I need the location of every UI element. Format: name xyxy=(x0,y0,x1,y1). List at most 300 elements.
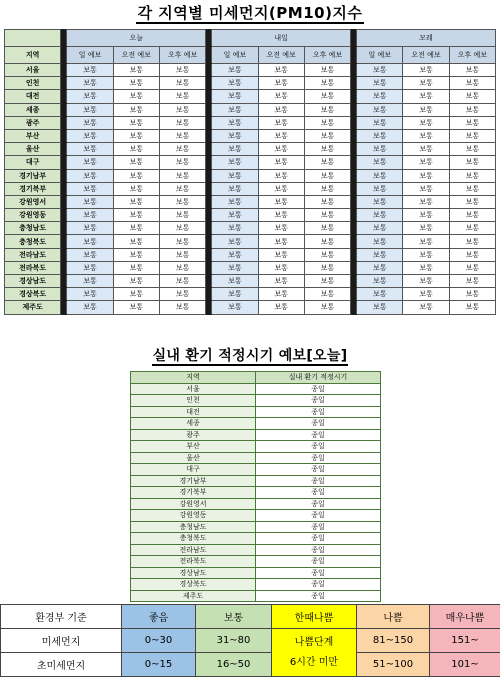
daily-forecast-value: 보통 xyxy=(212,129,258,142)
forecast-subheader: 오전 예보 xyxy=(403,47,449,64)
am-forecast-value: 보통 xyxy=(403,301,449,314)
daily-forecast-value: 보통 xyxy=(357,261,403,274)
ventilation-title-text: 실내 환기 적정시기 예보[오늘] xyxy=(152,348,348,364)
pm-forecast-value: 보통 xyxy=(449,222,495,235)
pm25-bad-range: 51~100 xyxy=(357,653,430,677)
daily-forecast-value: 보통 xyxy=(67,64,113,77)
pm-forecast-value: 보통 xyxy=(304,195,350,208)
am-forecast-value: 보통 xyxy=(113,90,159,103)
forecast-subheader: 오후 예보 xyxy=(304,47,350,64)
am-forecast-value: 보통 xyxy=(113,235,159,248)
region-name: 울산 xyxy=(131,452,256,464)
am-forecast-value: 보통 xyxy=(258,275,304,288)
table-row xyxy=(131,487,381,499)
region-name: 충청북도 xyxy=(131,533,256,545)
am-forecast-value: 보통 xyxy=(113,261,159,274)
daily-forecast-value: 보통 xyxy=(212,235,258,248)
pm-forecast-value: 보통 xyxy=(449,288,495,301)
day-header: 내일 xyxy=(212,30,351,47)
pm-forecast-value: 보통 xyxy=(159,182,205,195)
table-row xyxy=(5,288,496,301)
am-forecast-value: 보통 xyxy=(403,261,449,274)
region-name: 경기남부 xyxy=(131,475,256,487)
pm-forecast-value: 보통 xyxy=(449,103,495,116)
pm-forecast-value: 보통 xyxy=(304,261,350,274)
daily-forecast-value: 보통 xyxy=(357,275,403,288)
pm-forecast-value: 보통 xyxy=(159,129,205,142)
daily-forecast-value: 보통 xyxy=(67,129,113,142)
pm-forecast-value: 보통 xyxy=(159,209,205,222)
grade-normal: 보통 xyxy=(196,605,272,629)
ventilation-time: 종일 xyxy=(256,567,381,579)
legend-header-label: 환경부 기준 xyxy=(1,605,122,629)
pm10-very-bad-range: 151~ xyxy=(430,629,500,653)
ventilation-column-header: 실내 환기 적정시기 xyxy=(256,372,381,384)
am-forecast-value: 보통 xyxy=(258,248,304,261)
region-name: 충청북도 xyxy=(5,235,61,248)
pm-forecast-value: 보통 xyxy=(159,116,205,129)
daily-forecast-value: 보통 xyxy=(67,143,113,156)
pm-forecast-value: 보통 xyxy=(159,195,205,208)
daily-forecast-value: 보통 xyxy=(212,77,258,90)
daily-forecast-value: 보통 xyxy=(212,288,258,301)
daily-forecast-value: 보통 xyxy=(357,143,403,156)
am-forecast-value: 보통 xyxy=(403,64,449,77)
pm-forecast-value: 보통 xyxy=(304,77,350,90)
pm10-bad-range: 81~150 xyxy=(357,629,430,653)
daily-forecast-value: 보통 xyxy=(357,195,403,208)
daily-forecast-value: 보통 xyxy=(357,235,403,248)
pm-forecast-value: 보통 xyxy=(449,169,495,182)
region-name: 대전 xyxy=(131,406,256,418)
am-forecast-value: 보통 xyxy=(258,103,304,116)
subheader-row xyxy=(5,47,496,64)
daily-forecast-value: 보통 xyxy=(67,288,113,301)
table-row xyxy=(5,64,496,77)
region-name: 강원영서 xyxy=(131,498,256,510)
region-name: 대구 xyxy=(131,464,256,476)
am-forecast-value: 보통 xyxy=(258,129,304,142)
ventilation-time: 종일 xyxy=(256,510,381,522)
region-name: 광주 xyxy=(5,116,61,129)
pm-forecast-value: 보통 xyxy=(449,209,495,222)
pm-forecast-value: 보통 xyxy=(159,77,205,90)
table-row xyxy=(5,143,496,156)
pm-forecast-value: 보통 xyxy=(449,116,495,129)
table-row xyxy=(131,441,381,453)
ventilation-time: 종일 xyxy=(256,383,381,395)
daily-forecast-value: 보통 xyxy=(357,77,403,90)
pm-forecast-value: 보통 xyxy=(159,261,205,274)
daily-forecast-value: 보통 xyxy=(67,301,113,314)
forecast-subheader: 오전 예보 xyxy=(258,47,304,64)
daily-forecast-value: 보통 xyxy=(67,77,113,90)
once-bad-line2: 6시간 미만 xyxy=(289,656,339,668)
pm-forecast-value: 보통 xyxy=(304,182,350,195)
daily-forecast-value: 보통 xyxy=(212,248,258,261)
region-name: 충청남도 xyxy=(5,222,61,235)
am-forecast-value: 보통 xyxy=(113,195,159,208)
pm-forecast-value: 보통 xyxy=(449,156,495,169)
grade-very-bad: 매우나쁨 xyxy=(430,605,500,629)
region-name: 세종 xyxy=(5,103,61,116)
daily-forecast-value: 보통 xyxy=(357,156,403,169)
am-forecast-value: 보통 xyxy=(113,248,159,261)
pm25-label: 초미세먼지 xyxy=(1,653,122,677)
region-name: 제주도 xyxy=(5,301,61,314)
day-header-row xyxy=(5,30,496,47)
pm-forecast-value: 보통 xyxy=(449,195,495,208)
table-row xyxy=(5,301,496,314)
pm-forecast-value: 보통 xyxy=(304,143,350,156)
daily-forecast-value: 보통 xyxy=(67,275,113,288)
am-forecast-value: 보통 xyxy=(113,77,159,90)
table-row xyxy=(5,275,496,288)
am-forecast-value: 보통 xyxy=(258,143,304,156)
table-row xyxy=(131,464,381,476)
region-name: 경상북도 xyxy=(5,288,61,301)
am-forecast-value: 보통 xyxy=(258,209,304,222)
am-forecast-value: 보통 xyxy=(258,222,304,235)
am-forecast-value: 보통 xyxy=(258,195,304,208)
pm-forecast-value: 보통 xyxy=(159,248,205,261)
am-forecast-value: 보통 xyxy=(258,77,304,90)
forecast-subheader: 일 예보 xyxy=(212,47,258,64)
pm-forecast-value: 보통 xyxy=(159,222,205,235)
am-forecast-value: 보통 xyxy=(258,182,304,195)
daily-forecast-value: 보통 xyxy=(212,275,258,288)
region-column-header: 지역 xyxy=(131,372,256,384)
am-forecast-value: 보통 xyxy=(403,248,449,261)
region-name: 서울 xyxy=(131,383,256,395)
am-forecast-value: 보통 xyxy=(113,169,159,182)
ventilation-time: 종일 xyxy=(256,429,381,441)
pm-forecast-value: 보통 xyxy=(449,248,495,261)
am-forecast-value: 보통 xyxy=(113,103,159,116)
daily-forecast-value: 보통 xyxy=(212,182,258,195)
am-forecast-value: 보통 xyxy=(258,301,304,314)
table-row xyxy=(131,395,381,407)
daily-forecast-value: 보통 xyxy=(212,103,258,116)
daily-forecast-value: 보통 xyxy=(212,156,258,169)
daily-forecast-value: 보통 xyxy=(357,222,403,235)
ventilation-time: 종일 xyxy=(256,579,381,591)
once-bad-note xyxy=(272,629,357,677)
pm-forecast-value: 보통 xyxy=(304,301,350,314)
pm-forecast-value: 보통 xyxy=(159,64,205,77)
daily-forecast-value: 보통 xyxy=(67,235,113,248)
day-header: 모레 xyxy=(357,30,496,47)
daily-forecast-value: 보통 xyxy=(67,209,113,222)
am-forecast-value: 보통 xyxy=(113,129,159,142)
daily-forecast-value: 보통 xyxy=(67,169,113,182)
am-forecast-value: 보통 xyxy=(403,235,449,248)
am-forecast-value: 보통 xyxy=(258,169,304,182)
daily-forecast-value: 보통 xyxy=(357,182,403,195)
am-forecast-value: 보통 xyxy=(258,116,304,129)
table-row xyxy=(5,90,496,103)
table-row xyxy=(131,452,381,464)
daily-forecast-value: 보통 xyxy=(67,116,113,129)
once-bad-line1: 나쁨단계 xyxy=(294,636,334,648)
daily-forecast-value: 보통 xyxy=(357,301,403,314)
am-forecast-value: 보통 xyxy=(113,222,159,235)
am-forecast-value: 보통 xyxy=(403,156,449,169)
am-forecast-value: 보통 xyxy=(403,222,449,235)
daily-forecast-value: 보통 xyxy=(357,288,403,301)
daily-forecast-value: 보통 xyxy=(67,156,113,169)
region-name: 강원영동 xyxy=(5,209,61,222)
daily-forecast-value: 보통 xyxy=(67,222,113,235)
am-forecast-value: 보통 xyxy=(403,90,449,103)
daily-forecast-value: 보통 xyxy=(67,248,113,261)
region-name: 광주 xyxy=(131,429,256,441)
region-header: 지역 xyxy=(5,47,61,64)
pm-forecast-value: 보통 xyxy=(159,301,205,314)
pm-forecast-value: 보통 xyxy=(449,301,495,314)
pm-forecast-value: 보통 xyxy=(159,143,205,156)
daily-forecast-value: 보통 xyxy=(357,90,403,103)
main-title-text: 각 지역별 미세먼지(PM10)지수 xyxy=(137,4,363,22)
pm-forecast-value: 보통 xyxy=(304,129,350,142)
daily-forecast-value: 보통 xyxy=(212,90,258,103)
region-name: 부산 xyxy=(5,129,61,142)
region-name: 강원영동 xyxy=(131,510,256,522)
region-name: 인천 xyxy=(131,395,256,407)
ventilation-header-row xyxy=(131,372,381,384)
am-forecast-value: 보통 xyxy=(258,156,304,169)
am-forecast-value: 보통 xyxy=(113,116,159,129)
table-row xyxy=(131,521,381,533)
day-header: 오늘 xyxy=(67,30,206,47)
region-name: 세종 xyxy=(131,418,256,430)
daily-forecast-value: 보통 xyxy=(357,169,403,182)
table-row xyxy=(5,156,496,169)
am-forecast-value: 보통 xyxy=(258,261,304,274)
ventilation-time: 종일 xyxy=(256,464,381,476)
ventilation-time: 종일 xyxy=(256,441,381,453)
region-name: 경기남부 xyxy=(5,169,61,182)
ventilation-time: 종일 xyxy=(256,406,381,418)
region-name: 경기북부 xyxy=(131,487,256,499)
ventilation-time: 종일 xyxy=(256,533,381,545)
region-name: 인천 xyxy=(5,77,61,90)
table-row xyxy=(131,429,381,441)
pm-forecast-value: 보통 xyxy=(304,248,350,261)
table-row xyxy=(131,579,381,591)
am-forecast-value: 보통 xyxy=(403,169,449,182)
table-row xyxy=(131,590,381,602)
region-name: 전라남도 xyxy=(5,248,61,261)
table-row xyxy=(5,222,496,235)
table-row xyxy=(5,209,496,222)
pm10-normal-range: 31~80 xyxy=(196,629,272,653)
pm-forecast-value: 보통 xyxy=(304,90,350,103)
table-row xyxy=(5,129,496,142)
pm-forecast-value: 보통 xyxy=(304,116,350,129)
pm10-good-range: 0~30 xyxy=(122,629,196,653)
ventilation-time: 종일 xyxy=(256,590,381,602)
corner-cell xyxy=(5,30,61,47)
table-row xyxy=(5,195,496,208)
daily-forecast-value: 보통 xyxy=(212,261,258,274)
table-row xyxy=(5,182,496,195)
am-forecast-value: 보통 xyxy=(258,235,304,248)
forecast-subheader: 일 예보 xyxy=(67,47,113,64)
pm-forecast-value: 보통 xyxy=(304,235,350,248)
daily-forecast-value: 보통 xyxy=(67,90,113,103)
pm-forecast-value: 보통 xyxy=(304,288,350,301)
pm-forecast-value: 보통 xyxy=(304,275,350,288)
pm-forecast-value: 보통 xyxy=(159,169,205,182)
region-name: 울산 xyxy=(5,143,61,156)
region-name: 충청남도 xyxy=(131,521,256,533)
pm-forecast-value: 보통 xyxy=(449,143,495,156)
daily-forecast-value: 보통 xyxy=(357,129,403,142)
ventilation-time: 종일 xyxy=(256,475,381,487)
pm-forecast-value: 보통 xyxy=(449,275,495,288)
daily-forecast-value: 보통 xyxy=(67,195,113,208)
ventilation-time: 종일 xyxy=(256,395,381,407)
ventilation-time: 종일 xyxy=(256,487,381,499)
forecast-subheader: 오후 예보 xyxy=(449,47,495,64)
table-row xyxy=(5,169,496,182)
region-name: 경기북부 xyxy=(5,182,61,195)
pm-forecast-value: 보통 xyxy=(304,64,350,77)
ventilation-time: 종일 xyxy=(256,521,381,533)
pm-forecast-value: 보통 xyxy=(159,235,205,248)
region-name: 전라북도 xyxy=(131,556,256,568)
table-row xyxy=(5,261,496,274)
daily-forecast-value: 보통 xyxy=(357,116,403,129)
daily-forecast-value: 보통 xyxy=(212,64,258,77)
table-row xyxy=(131,544,381,556)
table-row xyxy=(131,383,381,395)
region-name: 서울 xyxy=(5,64,61,77)
am-forecast-value: 보통 xyxy=(258,64,304,77)
region-name: 부산 xyxy=(131,441,256,453)
pm-forecast-value: 보통 xyxy=(449,64,495,77)
table-row xyxy=(5,116,496,129)
grade-good: 좋음 xyxy=(122,605,196,629)
region-name: 제주도 xyxy=(131,590,256,602)
am-forecast-value: 보통 xyxy=(403,182,449,195)
daily-forecast-value: 보통 xyxy=(357,103,403,116)
table-row xyxy=(131,510,381,522)
am-forecast-value: 보통 xyxy=(403,77,449,90)
pm-forecast-value: 보통 xyxy=(159,90,205,103)
forecast-subheader: 오전 예보 xyxy=(113,47,159,64)
am-forecast-value: 보통 xyxy=(113,143,159,156)
table-row xyxy=(131,556,381,568)
pm-forecast-value: 보통 xyxy=(304,222,350,235)
region-name: 경상남도 xyxy=(5,275,61,288)
am-forecast-value: 보통 xyxy=(403,195,449,208)
pm25-normal-range: 16~50 xyxy=(196,653,272,677)
pm-forecast-value: 보통 xyxy=(449,90,495,103)
am-forecast-value: 보통 xyxy=(258,90,304,103)
daily-forecast-value: 보통 xyxy=(212,209,258,222)
pm-forecast-value: 보통 xyxy=(159,288,205,301)
daily-forecast-value: 보통 xyxy=(212,222,258,235)
table-row xyxy=(5,77,496,90)
pm-forecast-value: 보통 xyxy=(304,169,350,182)
am-forecast-value: 보통 xyxy=(113,275,159,288)
region-name: 경상북도 xyxy=(131,579,256,591)
standard-legend-table xyxy=(0,604,500,677)
region-name: 전라북도 xyxy=(5,261,61,274)
pm25-good-range: 0~15 xyxy=(122,653,196,677)
daily-forecast-value: 보통 xyxy=(212,169,258,182)
region-name: 전라남도 xyxy=(131,544,256,556)
daily-forecast-value: 보통 xyxy=(212,301,258,314)
daily-forecast-value: 보통 xyxy=(67,182,113,195)
pm-forecast-value: 보통 xyxy=(304,103,350,116)
ventilation-title xyxy=(0,345,500,365)
am-forecast-value: 보통 xyxy=(403,129,449,142)
forecast-subheader: 일 예보 xyxy=(357,47,403,64)
ventilation-time: 종일 xyxy=(256,544,381,556)
pm-forecast-value: 보통 xyxy=(159,103,205,116)
pm-forecast-value: 보통 xyxy=(449,182,495,195)
pm-forecast-value: 보통 xyxy=(449,77,495,90)
am-forecast-value: 보통 xyxy=(258,288,304,301)
daily-forecast-value: 보통 xyxy=(357,248,403,261)
am-forecast-value: 보통 xyxy=(403,103,449,116)
daily-forecast-value: 보통 xyxy=(357,64,403,77)
ventilation-time: 종일 xyxy=(256,418,381,430)
table-row xyxy=(131,498,381,510)
table-row xyxy=(131,418,381,430)
am-forecast-value: 보통 xyxy=(403,143,449,156)
table-row xyxy=(5,235,496,248)
pm25-very-bad-range: 101~ xyxy=(430,653,500,677)
table-row xyxy=(131,475,381,487)
am-forecast-value: 보통 xyxy=(403,275,449,288)
grade-bad: 나쁨 xyxy=(357,605,430,629)
am-forecast-value: 보통 xyxy=(113,182,159,195)
ventilation-time: 종일 xyxy=(256,556,381,568)
table-row xyxy=(131,533,381,545)
am-forecast-value: 보통 xyxy=(113,301,159,314)
table-row xyxy=(5,103,496,116)
table-row xyxy=(131,567,381,579)
pm-forecast-value: 보통 xyxy=(159,275,205,288)
am-forecast-value: 보통 xyxy=(403,116,449,129)
table-row xyxy=(5,248,496,261)
daily-forecast-value: 보통 xyxy=(67,261,113,274)
ventilation-time: 종일 xyxy=(256,452,381,464)
region-name: 대전 xyxy=(5,90,61,103)
region-name: 강원영서 xyxy=(5,195,61,208)
table-row xyxy=(131,406,381,418)
daily-forecast-value: 보통 xyxy=(212,116,258,129)
daily-forecast-value: 보통 xyxy=(212,195,258,208)
pm-forecast-value: 보통 xyxy=(304,156,350,169)
region-name: 대구 xyxy=(5,156,61,169)
am-forecast-value: 보통 xyxy=(113,288,159,301)
pm10-label: 미세먼지 xyxy=(1,629,122,653)
am-forecast-value: 보통 xyxy=(403,288,449,301)
pm-forecast-value: 보통 xyxy=(449,261,495,274)
forecast-subheader: 오후 예보 xyxy=(159,47,205,64)
ventilation-time: 종일 xyxy=(256,498,381,510)
grade-once-bad: 한때나쁨 xyxy=(272,605,357,629)
pm-forecast-value: 보통 xyxy=(304,209,350,222)
daily-forecast-value: 보통 xyxy=(212,143,258,156)
am-forecast-value: 보통 xyxy=(113,64,159,77)
am-forecast-value: 보통 xyxy=(113,209,159,222)
